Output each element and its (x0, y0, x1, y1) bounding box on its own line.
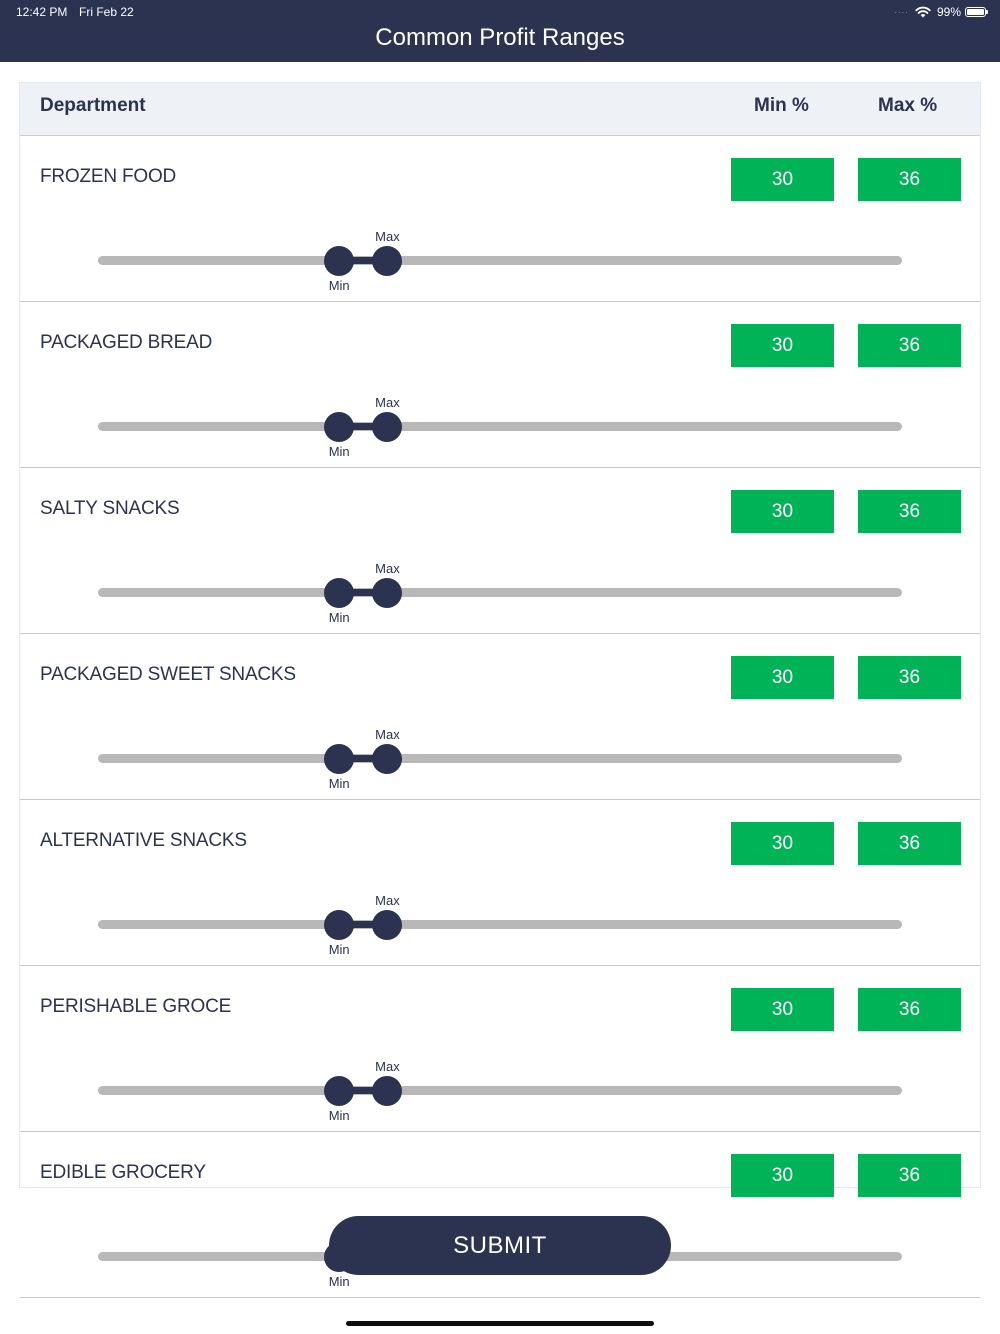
department-name: PACKAGED BREAD (40, 332, 213, 353)
battery-percent: 99% (936, 5, 961, 19)
department-name: EDIBLE GROCERY (40, 1162, 206, 1183)
slider-min-label: Min (328, 942, 350, 957)
slider-track[interactable] (98, 754, 902, 763)
signal-dots: ···· (894, 7, 909, 17)
max-percent-field[interactable]: 36 (858, 822, 961, 865)
table-row (20, 302, 980, 468)
slider-min-handle[interactable] (324, 910, 354, 940)
slider-max-label: Max (375, 229, 400, 244)
slider-min-label: Min (328, 1108, 350, 1123)
min-percent-field[interactable]: 30 (731, 490, 834, 533)
slider-min-handle[interactable] (324, 744, 354, 774)
submit-button[interactable]: SUBMIT (329, 1216, 671, 1275)
table-row (20, 966, 980, 1132)
min-percent-field[interactable]: 30 (731, 1154, 834, 1197)
slider-max-handle[interactable] (372, 744, 402, 774)
table-row (20, 468, 980, 634)
slider-min-handle[interactable] (324, 246, 354, 276)
table-body (20, 136, 980, 1298)
slider-max-label: Max (375, 561, 400, 576)
table-row (20, 634, 980, 800)
home-indicator (346, 1321, 654, 1326)
max-percent-field[interactable]: 36 (858, 1154, 961, 1197)
table-row (20, 800, 980, 966)
range-slider[interactable] (98, 727, 902, 791)
max-percent-field[interactable]: 36 (858, 988, 961, 1031)
slider-max-handle[interactable] (372, 412, 402, 442)
slider-min-label: Min (328, 278, 350, 293)
wifi-icon (915, 6, 931, 18)
range-slider[interactable] (98, 893, 902, 957)
range-slider[interactable] (98, 561, 902, 625)
status-time: 12:42 PM (16, 5, 68, 19)
slider-max-handle[interactable] (372, 246, 402, 276)
battery-icon (965, 7, 986, 17)
status-date: Fri Feb 22 (79, 5, 134, 19)
range-slider[interactable] (98, 229, 902, 293)
slider-max-label: Max (375, 893, 400, 908)
min-percent-field[interactable]: 30 (731, 656, 834, 699)
department-name: PERISHABLE GROCE (40, 996, 232, 1017)
department-name: FROZEN FOOD (40, 166, 177, 187)
table-row (20, 136, 980, 302)
max-percent-field[interactable]: 36 (858, 490, 961, 533)
range-slider[interactable] (98, 395, 902, 459)
slider-max-label: Max (375, 1059, 400, 1074)
column-header-min: Min % (754, 95, 809, 116)
department-name: ALTERNATIVE SNACKS (40, 830, 247, 851)
max-percent-field[interactable]: 36 (858, 158, 961, 201)
column-header-max: Max % (878, 95, 938, 116)
slider-min-handle[interactable] (324, 1076, 354, 1106)
range-slider[interactable] (98, 1059, 902, 1123)
page-title: Common Profit Ranges (375, 24, 625, 51)
slider-max-label: Max (375, 727, 400, 742)
slider-track[interactable] (98, 256, 902, 265)
slider-max-handle[interactable] (372, 910, 402, 940)
slider-max-handle[interactable] (372, 578, 402, 608)
slider-track[interactable] (98, 422, 902, 431)
slider-min-label: Min (328, 776, 350, 791)
min-percent-field[interactable]: 30 (731, 988, 834, 1031)
slider-track[interactable] (98, 920, 902, 929)
slider-min-handle[interactable] (324, 578, 354, 608)
min-percent-field[interactable]: 30 (731, 158, 834, 201)
slider-track[interactable] (98, 1086, 902, 1095)
slider-max-handle[interactable] (372, 1076, 402, 1106)
slider-min-label: Min (328, 1274, 350, 1289)
slider-max-label: Max (375, 395, 400, 410)
min-percent-field[interactable]: 30 (731, 822, 834, 865)
min-percent-field[interactable]: 30 (731, 324, 834, 367)
max-percent-field[interactable]: 36 (858, 656, 961, 699)
column-header-department: Department (40, 95, 146, 116)
slider-min-handle[interactable] (324, 412, 354, 442)
table-header (20, 83, 980, 136)
department-name: SALTY SNACKS (40, 498, 180, 519)
status-indicators (894, 4, 986, 20)
slider-min-label: Min (328, 610, 350, 625)
max-percent-field[interactable]: 36 (858, 324, 961, 367)
department-name: PACKAGED SWEET SNACKS (40, 664, 296, 685)
slider-min-label: Min (328, 444, 350, 459)
slider-track[interactable] (98, 588, 902, 597)
navigation-bar (0, 0, 1000, 62)
